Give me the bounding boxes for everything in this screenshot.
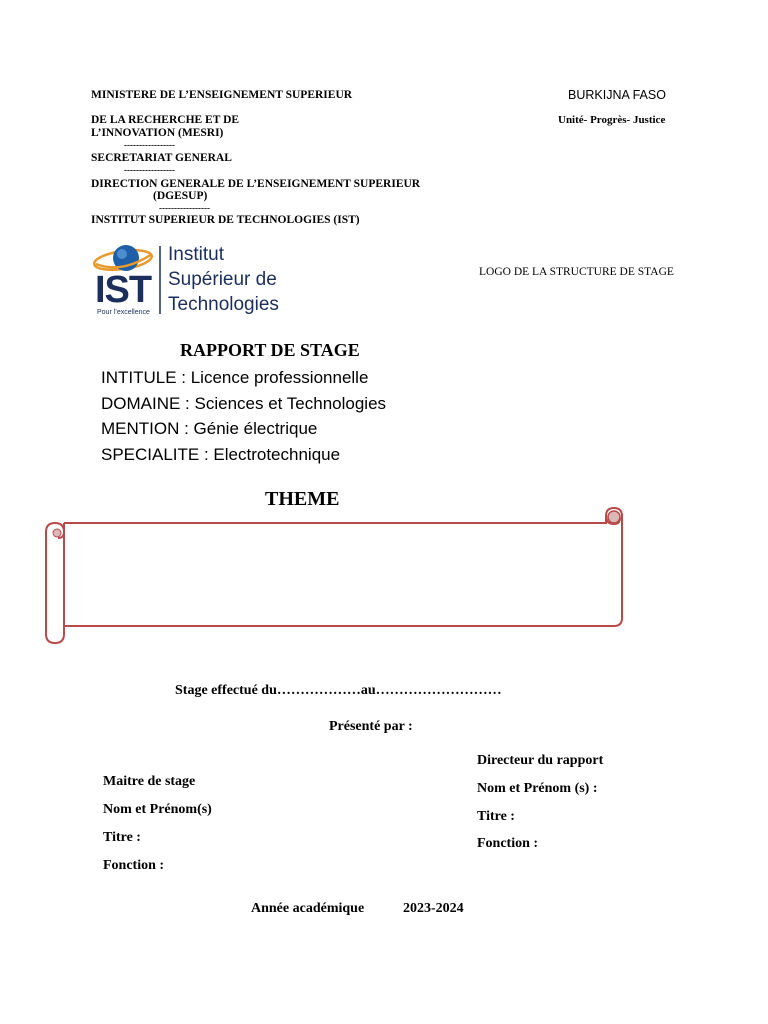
host-logo-placeholder: LOGO DE LA STRUCTURE DE STAGE — [479, 266, 674, 278]
separator: ----------------- — [159, 203, 210, 213]
ist-name-line-2: Supérieur de — [168, 269, 277, 290]
ist-name-line-1: Institut — [168, 244, 224, 265]
supervisor-title: Maitre de stage — [103, 774, 196, 789]
director-fonction: Fonction : — [477, 836, 539, 851]
motto-label: Unité- Progrès- Justice — [558, 114, 666, 126]
academic-year-value: 2023-2024 — [403, 901, 464, 916]
ministry-line-1: MINISTERE DE L’ENSEIGNEMENT SUPERIEUR — [91, 89, 353, 101]
separator: ----------------- — [124, 165, 175, 175]
direction-line-1: DIRECTION GENERALE DE L’ENSEIGNEMENT SUPERIEUR — [91, 178, 421, 190]
director-title: Directeur du rapport — [477, 753, 604, 768]
domaine-line: DOMAINE : Sciences et Technologies — [101, 394, 387, 413]
theme-scroll-banner — [40, 504, 630, 649]
specialite-line: SPECIALITE : Electrotechnique — [101, 445, 341, 464]
ist-logo — [92, 240, 277, 320]
ist-tagline: Pour l’excellence — [97, 309, 150, 316]
ist-acronym: IST — [95, 269, 152, 311]
supervisor-name: Nom et Prénom(s) — [103, 802, 212, 817]
director-name: Nom et Prénom (s) : — [477, 781, 598, 796]
academic-year-label: Année académique — [251, 901, 365, 916]
intitule-line: INTITULE : Licence professionnelle — [101, 368, 369, 387]
director-titre: Titre : — [477, 809, 515, 824]
direction-line-2: (DGESUP) — [153, 190, 208, 202]
mention-line: MENTION : Génie électrique — [101, 419, 318, 438]
report-title: RAPPORT DE STAGE — [180, 340, 360, 360]
stage-period: Stage effectué du………………au……………………… — [175, 683, 502, 698]
institute-label: INSTITUT SUPERIEUR DE TECHNOLOGIES (IST) — [91, 214, 360, 226]
country-label: BURKIJNA FASO — [568, 88, 666, 102]
ministry-line-2: DE LA RECHERCHE ET DE — [91, 114, 240, 126]
presented-by: Présenté par : — [329, 719, 413, 734]
supervisor-fonction: Fonction : — [103, 858, 165, 873]
theme-label: THEME — [265, 488, 340, 510]
secretariat-label: SECRETARIAT GENERAL — [91, 152, 232, 164]
ist-name-line-3: Technologies — [168, 294, 279, 315]
ministry-line-3: L’INNOVATION (MESRI) — [91, 127, 224, 139]
supervisor-titre: Titre : — [103, 830, 141, 845]
separator: ----------------- — [124, 140, 175, 150]
